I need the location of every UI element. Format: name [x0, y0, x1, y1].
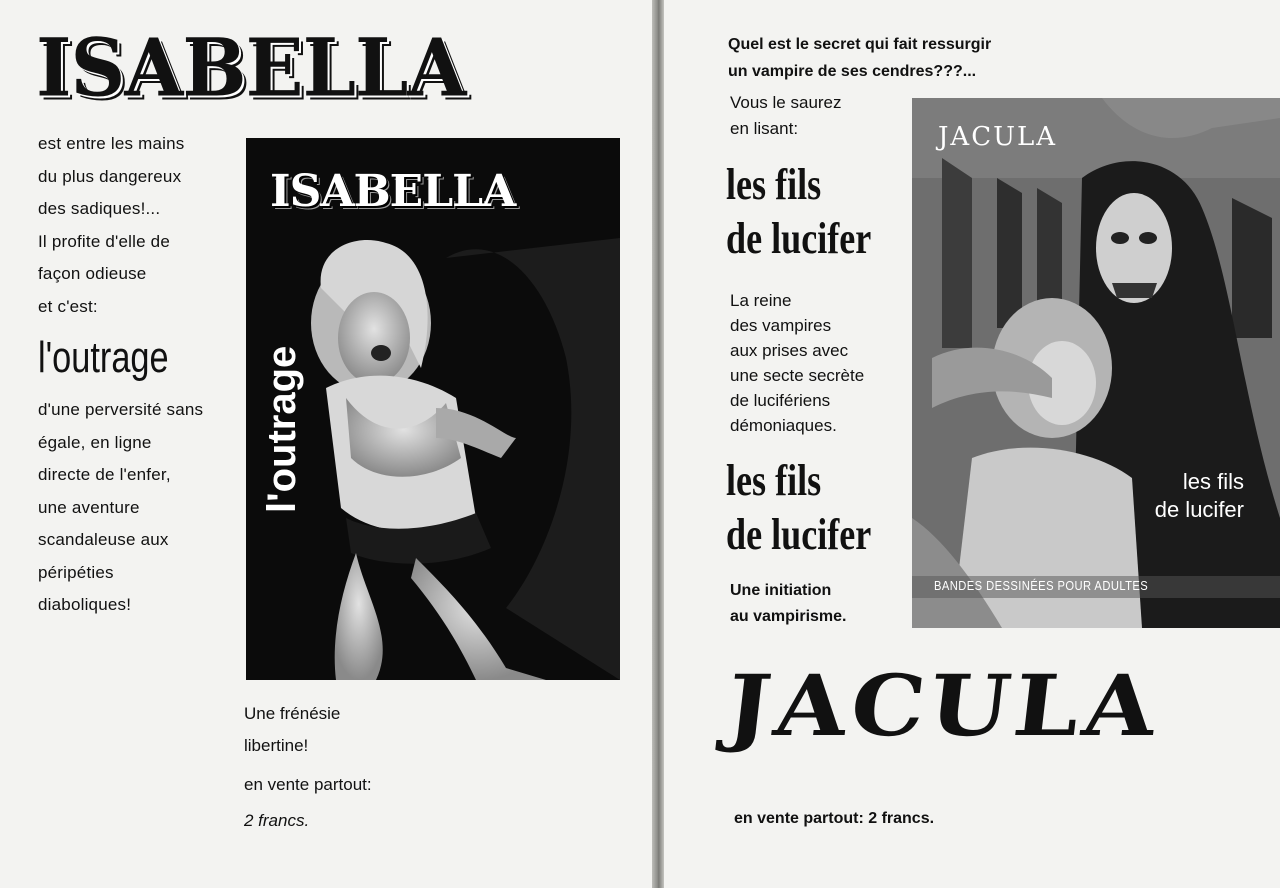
isabella-title: ISABELLA — [36, 20, 466, 115]
description-line: aux prises avec — [730, 341, 849, 360]
intro-line: Il profite d'elle de — [38, 231, 170, 251]
description-line: égale, en ligne — [38, 432, 152, 452]
tagline-line: Une initiation — [730, 582, 832, 599]
book-gutter — [652, 0, 664, 888]
jacula-intro — [728, 31, 991, 85]
description-line: démoniaques. — [730, 416, 837, 435]
cover-title: ISABELLA — [270, 166, 516, 217]
cover-vertical-title: l'outrage — [260, 345, 304, 513]
jacula-tagline — [730, 578, 847, 630]
jacula-logo: JACULA — [721, 656, 1166, 755]
jacula-cover-illustration — [912, 98, 1280, 628]
headline-line: les fils — [726, 160, 822, 209]
intro-line: du plus dangereux — [38, 166, 182, 186]
isabella-cover-image — [246, 138, 620, 680]
description-line: de lucifériens — [730, 391, 831, 410]
tagline-line: au vampirisme. — [730, 608, 847, 625]
description-line: une aventure — [38, 497, 140, 517]
cover-title: JACULA — [938, 122, 1058, 152]
intro-line: est entre les mains — [38, 134, 185, 153]
jacula-description — [730, 288, 864, 438]
caption-line: libertine! — [244, 736, 309, 755]
headline-line: de lucifer — [726, 214, 872, 263]
cover-subtitle — [1138, 468, 1244, 524]
jacula-cover-image — [912, 98, 1280, 628]
headline-line: de lucifer — [726, 510, 872, 559]
isabella-price: 2 francs. — [244, 811, 310, 830]
description-line: directe de l'enfer, — [38, 465, 171, 484]
jacula-sale-line: en vente partout: 2 francs. — [734, 810, 935, 827]
description-line: une secte secrète — [730, 366, 865, 385]
intro-line: un vampire de ses cendres???... — [728, 63, 977, 80]
intro-line: façon odieuse — [38, 264, 147, 283]
isabella-description — [38, 394, 238, 622]
isabella-sale-label: en vente partout: — [244, 775, 372, 794]
headline-les-fils-de-lucifer-2 — [726, 454, 871, 562]
description-line: La reine — [730, 291, 792, 310]
isabella-intro — [38, 128, 238, 323]
cover-subtitle-line: de lucifer — [1154, 497, 1244, 522]
intro-line: et c'est: — [38, 296, 98, 316]
cover-banner: BANDES DESSINÉES POUR ADULTES — [934, 578, 1149, 593]
intro-line: Quel est le secret qui fait ressurgir — [728, 36, 992, 53]
cover-subtitle-line: les fils — [1182, 469, 1244, 494]
right-page — [664, 0, 1280, 888]
lead-line: en lisant: — [730, 119, 799, 138]
lead-line: Vous le saurez — [730, 93, 842, 112]
description-line: diaboliques! — [38, 595, 132, 614]
description-line: scandaleuse aux — [38, 530, 169, 549]
caption-line: Une frénésie — [244, 704, 341, 723]
headline-line: les fils — [726, 456, 822, 505]
outrage-headline: l'outrage — [38, 333, 169, 382]
description-line: des vampires — [730, 316, 832, 335]
description-line: péripéties — [38, 562, 114, 582]
description-line: d'une perversité sans — [38, 400, 204, 419]
intro-line: des sadiques!... — [38, 199, 161, 218]
isabella-caption — [244, 698, 340, 762]
jacula-lead — [730, 90, 842, 142]
headline-les-fils-de-lucifer-1 — [726, 158, 871, 266]
